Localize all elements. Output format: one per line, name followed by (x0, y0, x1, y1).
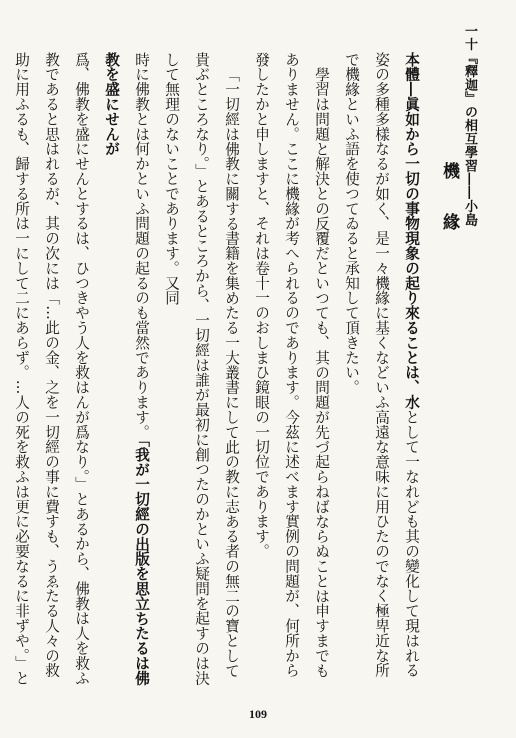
running-header: 一十『釋迦』の相互學習――小島 (462, 24, 477, 227)
bold-text: 本體―眞如から一切の事物現象の起り來ることは、水 (403, 52, 420, 410)
paragraph: 「一切經は佛教に關する書籍を集めたる一大叢書にして此の教に志ある者の無二の寶として貴ぶところなり。」とあるところから、一切經は誰が最初に創つたのかといふ疑問を起すのは決して無理のないことであります。又同 (163, 52, 240, 686)
bold-text: 「我が一切經の出版を思立ちたるは佛教を盛にせんが (103, 52, 150, 686)
page-number: 109 (249, 707, 267, 721)
section-heading: 機 緣 (439, 162, 459, 244)
text-run: 時に佛教とは何かといふ問題の起るのも當然であります。 (133, 52, 150, 440)
paragraph (336, 52, 426, 688)
text-run: として一なれども其の變化して現はれる姿の多種多樣なるが如く、是一々機緣に基くなどいふ高遠な意味に用ひたのでなく極卑近な所で機緣といふ語を使つてゐると承知して頂きたい。 (343, 52, 420, 678)
body-text (13, 52, 464, 688)
paragraph: 學習は問題と解決との反覆だといつても、其の問題が先づ起らねばならぬことは申すまでもありません。ここに機緣が考へられるのであります。今茲に述べます實例の問題が、何所から發したかと申しますと、それは卷十一のおしまひ鏡眼の一切位であります。 (253, 52, 330, 678)
paragraph (96, 52, 156, 688)
paragraph: 爲、佛教を盛にせんとするは、ひつきやう人を救はんが爲なり。」とあるから、佛教は人を救ふ教であると思はれるが、其の次には「…此の金、之を一切經の事に費すも、うゑたる人々の救助に用ふるも、歸する所は一にして二にあらず。…人の死を救ふは更に必要なるに非ずや。」と (13, 52, 90, 686)
